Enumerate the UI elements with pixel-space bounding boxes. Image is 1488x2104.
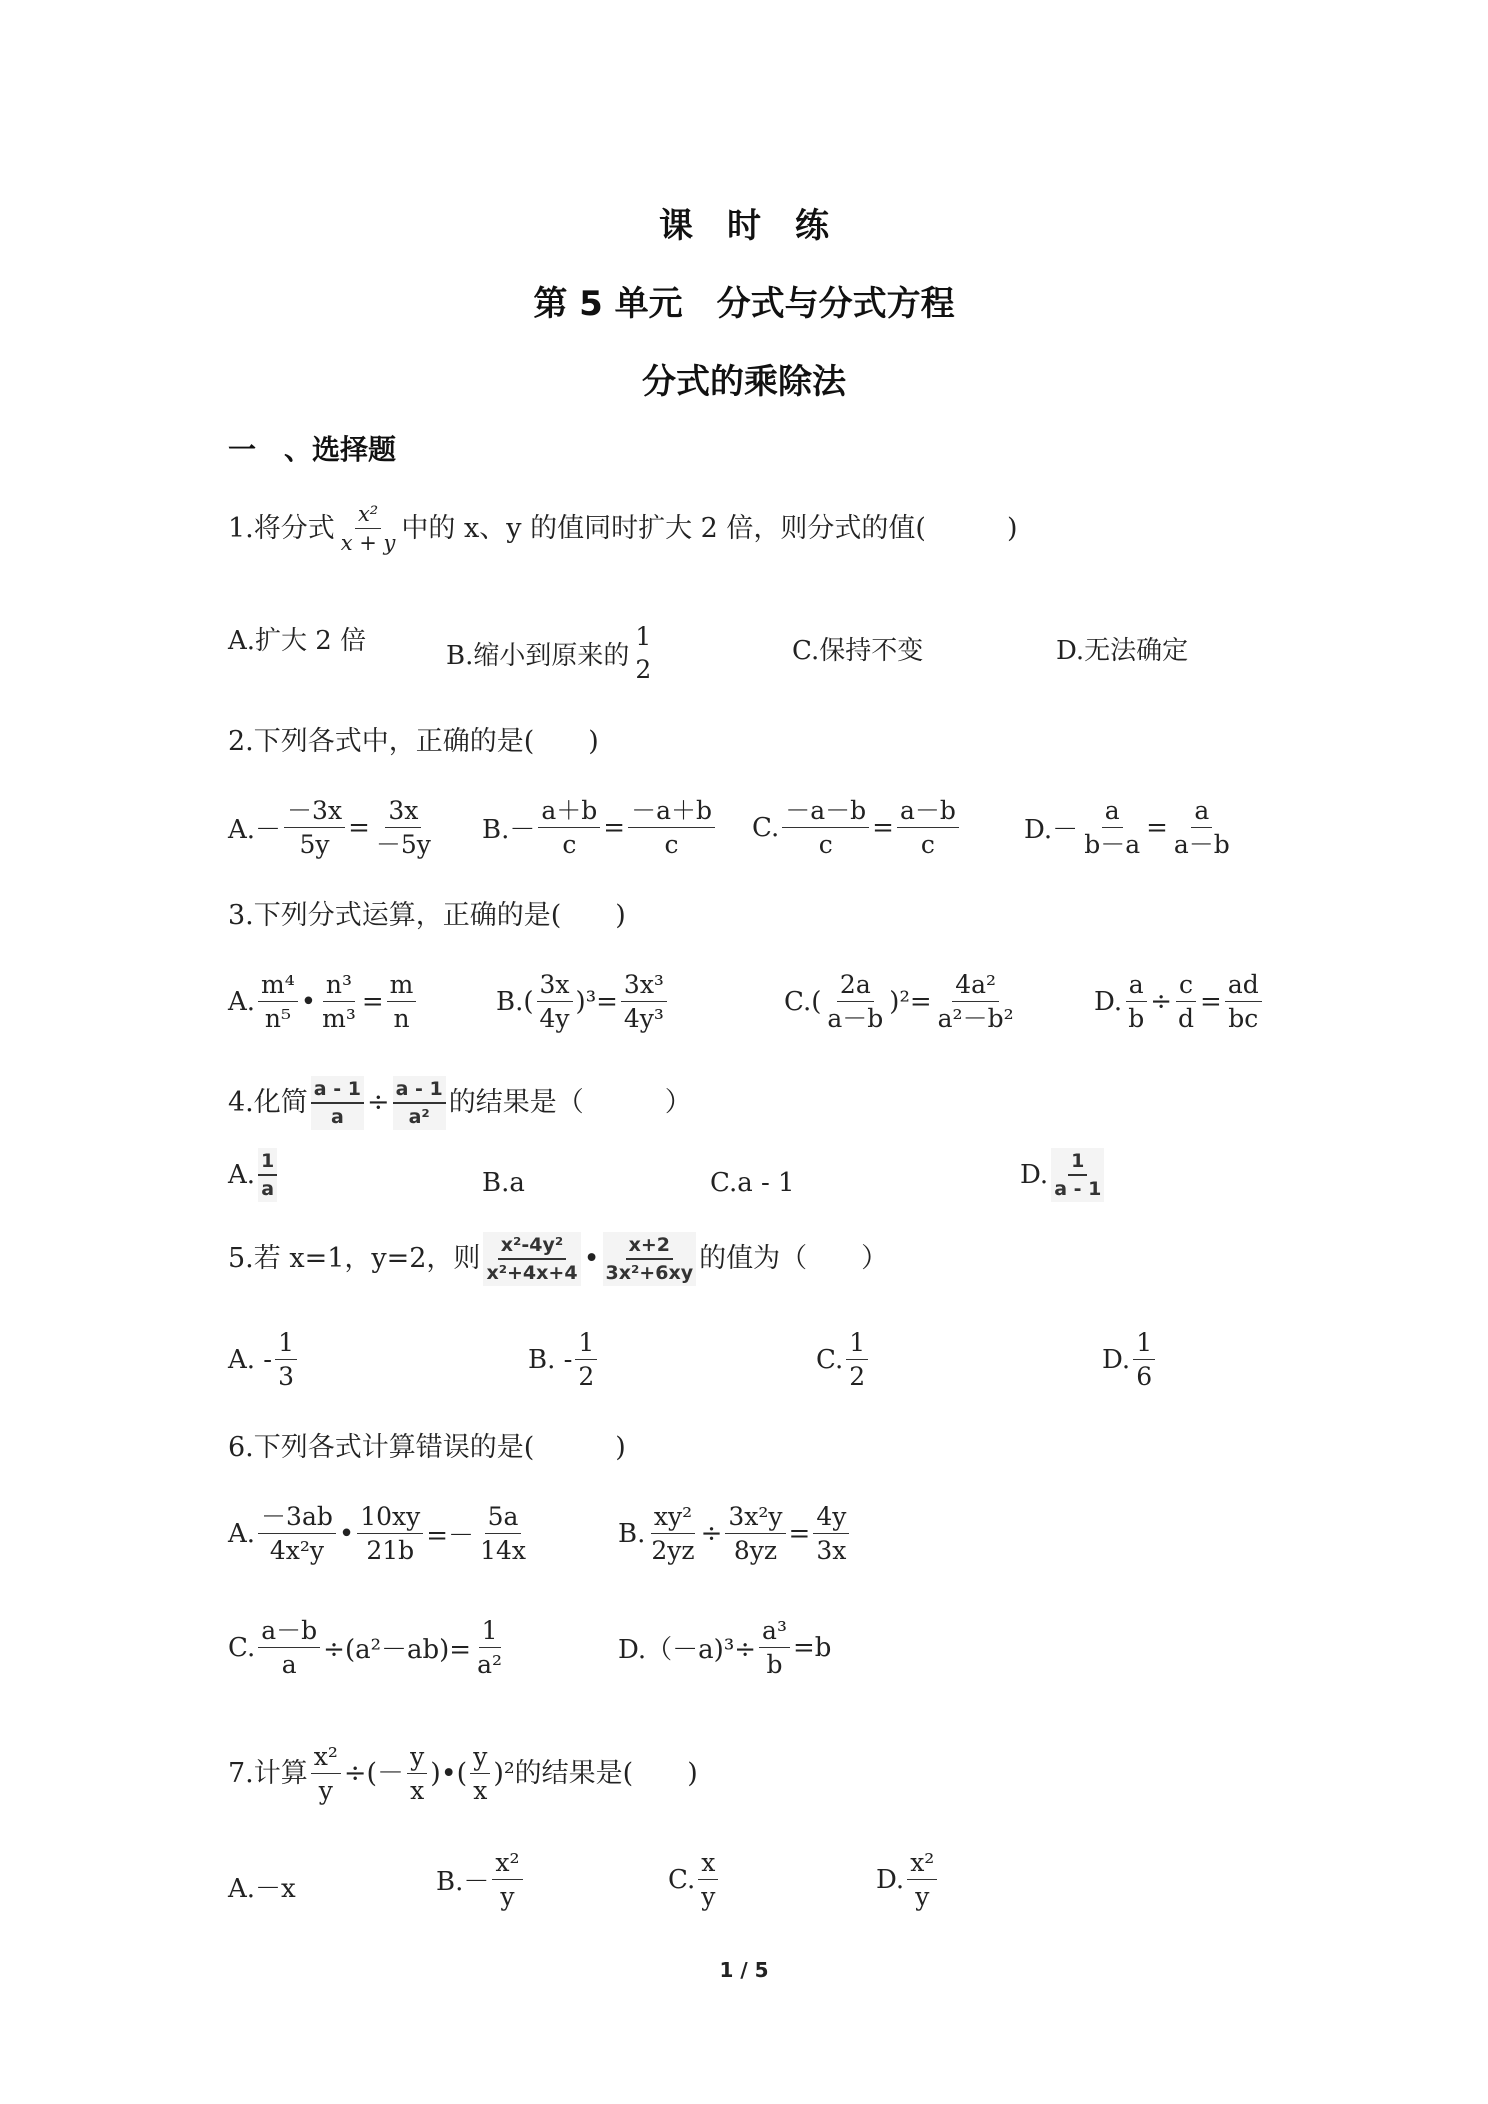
q7-option-a: A.－x [228,1874,296,1904]
q3-option-c: C.( 2a a－b )²= $\frac{\text{4a²}}{\text{a²－b²}}$ [784,970,1014,1033]
q7-option-c: C. x y [668,1846,721,1913]
q6-option-d: D.（－a)³÷ $\frac{\text{a³}}{b}$ =b [618,1616,832,1679]
q3-option-a: A. m⁴ n⁵ • $\frac{\text{n³}}{\text{m³}}$ = $\frac{m}{n}$ [228,968,419,1035]
q2-option-d: D.－ $\frac{a}{b-a}$ = $\frac{a}{a-b}$ [1024,796,1230,859]
q5-option-d: D. 1 6 [1102,1326,1158,1393]
q3-option-d: D. $\frac{a}{b}$ ÷ $\frac{c}{d}$ = $\frac{ad}{bc}$ [1094,968,1265,1035]
q1-option-d: D.无法确定 [1056,636,1189,666]
question-3: 3.下列分式运算，正确的是( ) [228,900,626,931]
unit-title: 第 5 单元 分式与分式方程 [533,284,955,324]
q2-option-b: B.－ $\frac{a+b}{c}$ = $\frac{-a+b}{c}$ [482,794,718,861]
question-7: 7.计算 $\frac{\text{x²}}{y}$ ÷(－ y x )•( y x )²的结果是( ) [228,1742,698,1805]
q5-option-c: C. 1 2 [816,1326,871,1393]
q4-option-a: A. 1 a [228,1148,280,1202]
q1-post: 中的 x、y 的值同时扩大 2 倍，则分式的值( ) [401,512,1018,544]
q6-option-b: B. $\frac{\text{xy²}}{2yz}$ ÷ $\frac{\text{3x²y}}{8yz}$ = $\frac{4y}{3x}$ [618,1500,852,1567]
q5-option-a: A. - 1 3 [228,1326,300,1393]
q6-option-a: A. －3ab 4x²y • $\frac{10xy}{21b}$ =－ 5a 14x [228,1502,526,1565]
section-heading: 一 、选择题 [228,433,397,466]
q1-option-b: B.缩小到原来的 1 2 [446,622,652,684]
page-number: 1 / 5 [719,1958,769,1982]
q6-option-c: C. $\frac{a-b}{a}$ ÷(a²－ab)= $\frac{1}{\text{a²}}$ [228,1616,503,1679]
q4-option-b: B.a [482,1168,525,1198]
q1-option-a: A.扩大 2 倍 [228,626,367,656]
doc-title: 课 时 练 [659,206,829,246]
lesson-title: 分式的乘除法 [642,362,846,402]
q3-option-b: B.( 3x 4y )³= $\frac{\text{3x³}}{\text{4y³}}$ [496,968,670,1035]
question-5: 5.若 x=1，y=2，则 x²-4y² x²+4x+4 • x+2 3x²+6xy 的值为（ ） [228,1234,889,1284]
q1-option-c: C.保持不变 [792,636,924,666]
q4-option-d: D. 1 a - 1 [1020,1148,1107,1202]
q2-option-a: A.－ $\frac{-3x}{5y}$ = $\frac{3x}{-5y}$ [228,796,431,859]
q2-option-c: C. $\frac{-a-b}{c}$ = $\frac{a-b}{c}$ [752,794,962,861]
question-1 [228,500,1017,557]
q7-option-d: D. x² y [876,1846,940,1913]
question-6: 6.下列各式计算错误的是( ) [228,1432,626,1463]
q5-option-b: B. - 1 2 [528,1326,600,1393]
q7-option-b: B.－ x² y [436,1846,526,1913]
question-4: 4.化简 $\frac{a - 1}{a}$ ÷ $\frac{a - 1}{\text{a²}}$ 的结果是（ ） [228,1078,692,1128]
q1-fraction: x² x + y [340,502,396,555]
q1-pre: 1.将分式 [228,512,335,544]
q4-option-c: C.a - 1 [710,1168,795,1198]
question-2: 2.下列各式中，正确的是( ) [228,726,599,757]
